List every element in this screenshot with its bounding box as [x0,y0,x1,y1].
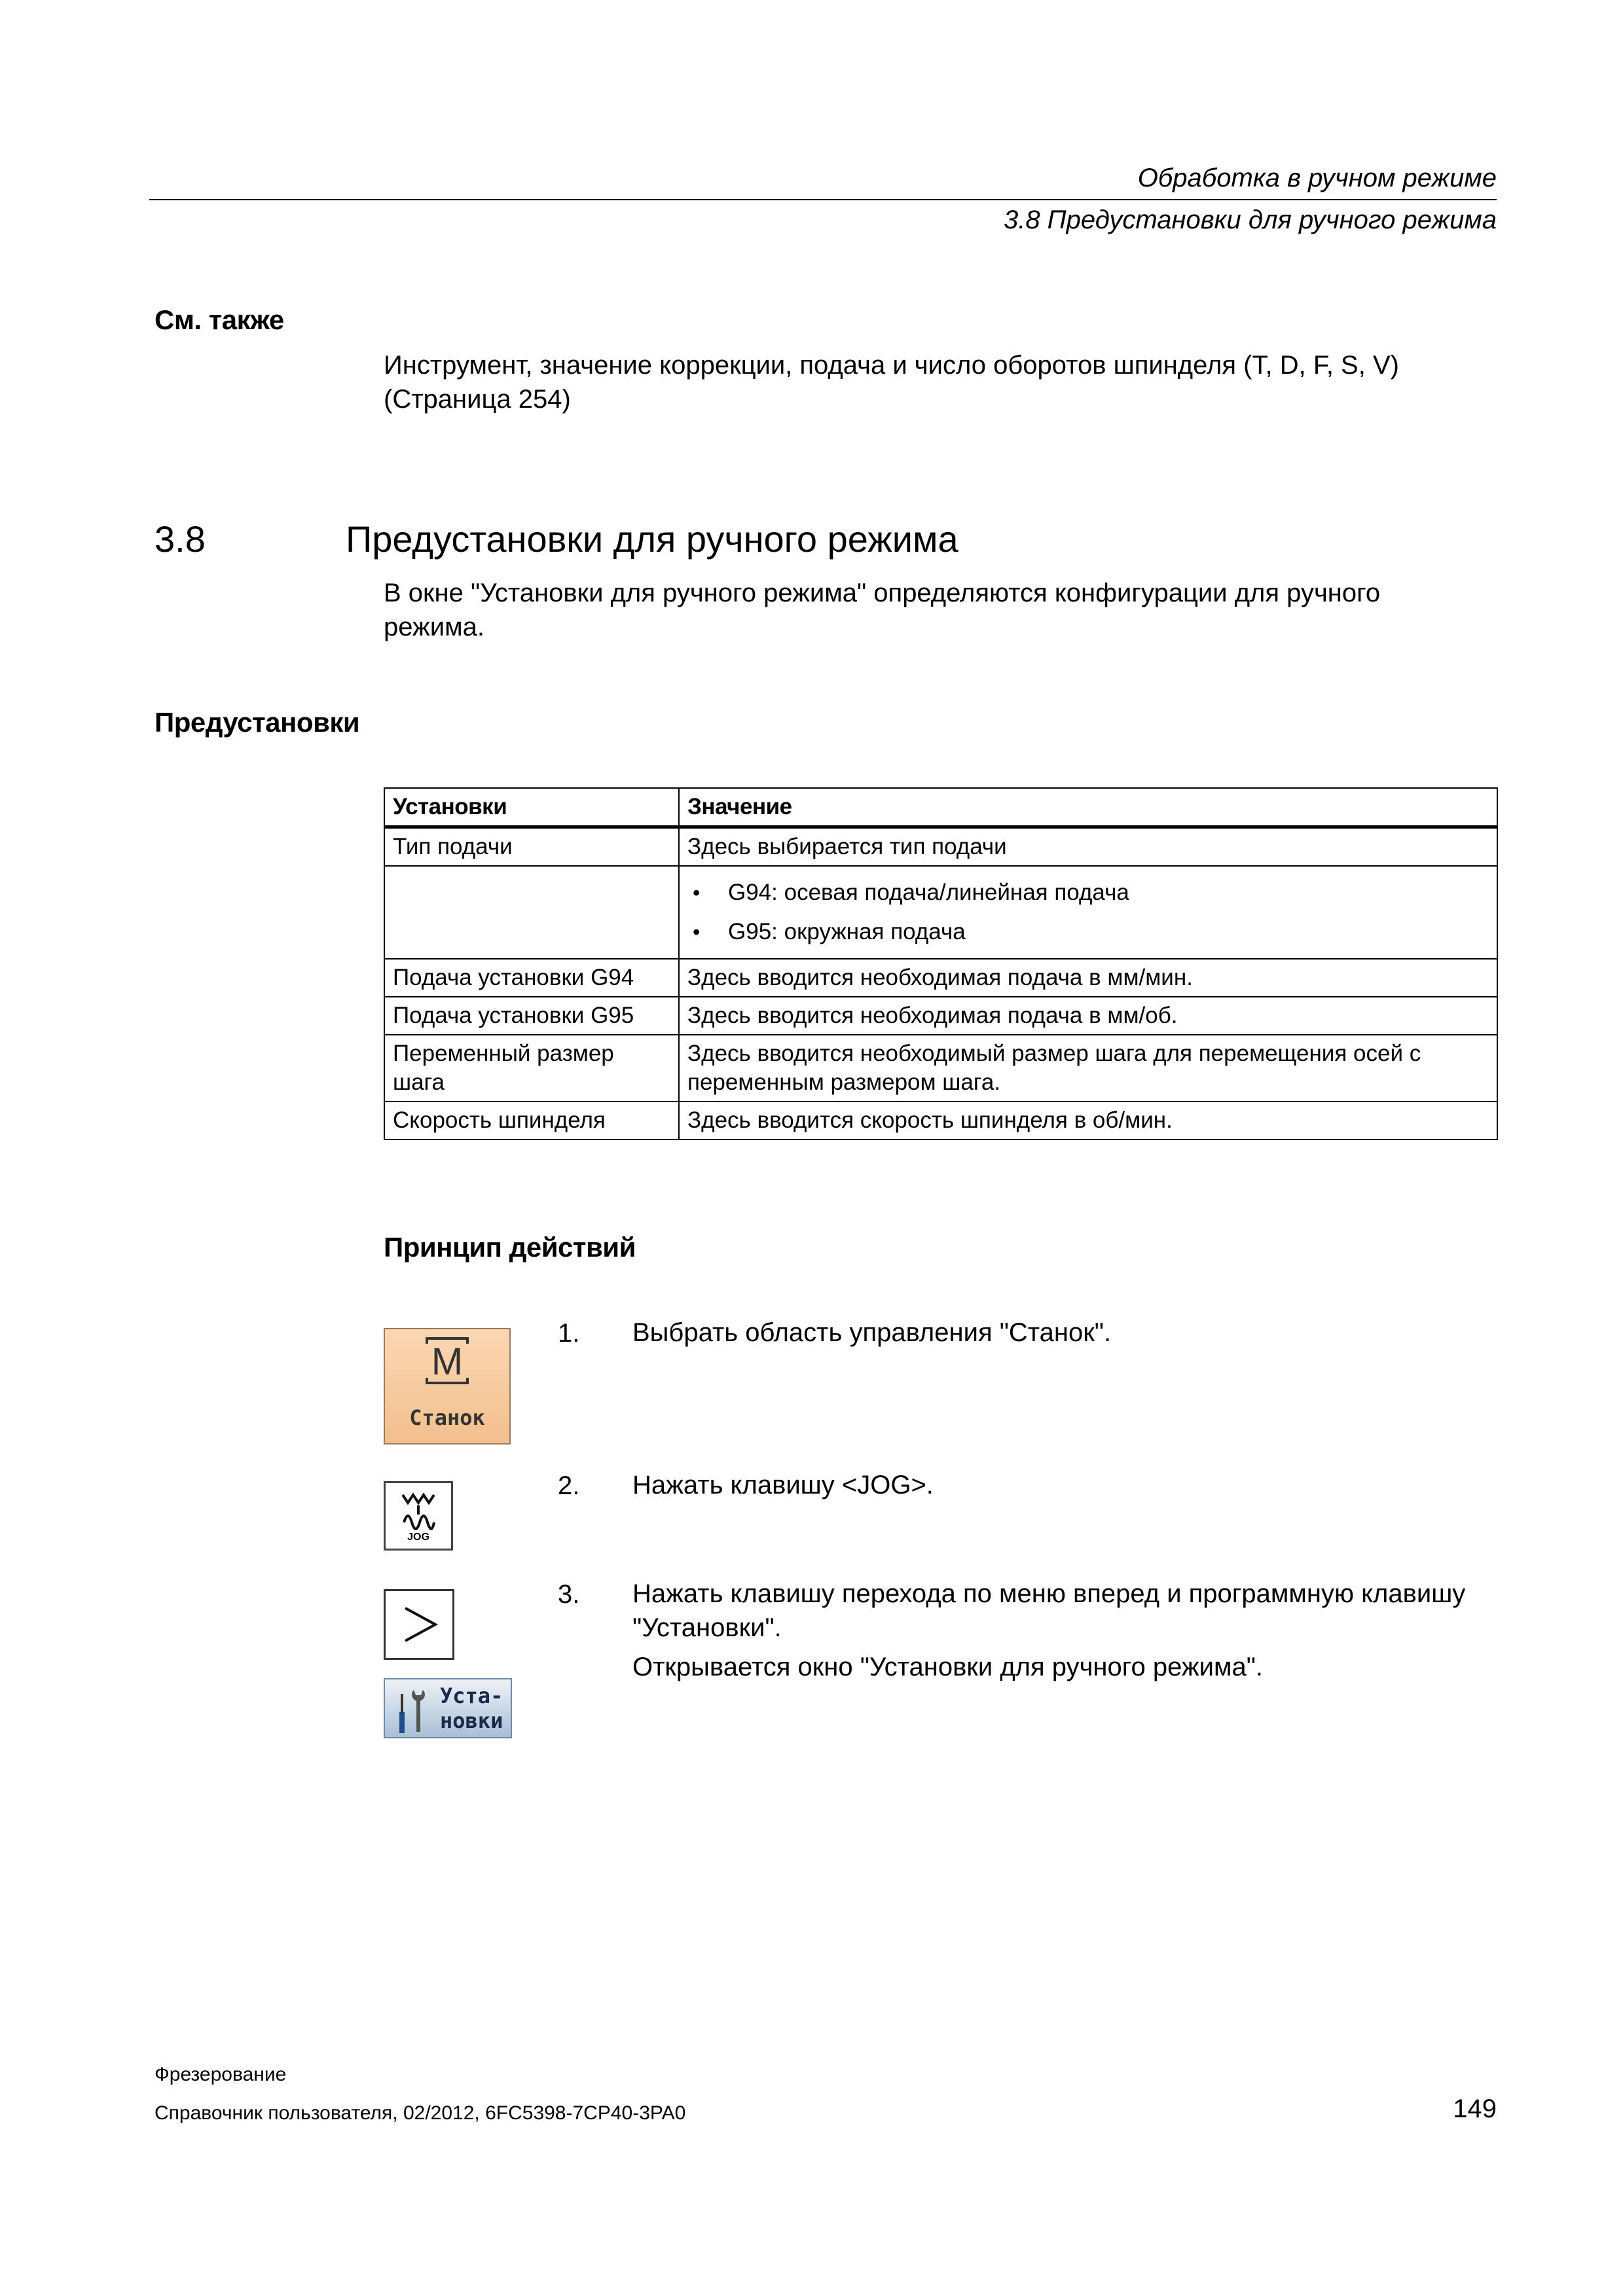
see-also-link[interactable] [384,348,1399,416]
table-row [384,827,1497,867]
table-header-setting: Установки [384,788,679,827]
step-text [632,1577,1465,1684]
table-row [384,866,1497,959]
jog-key-label: JOG [407,1532,429,1543]
machine-icon-letter: M [431,1340,464,1383]
see-also-link-line1: Инструмент, значение коррекции, подача и число оборотов шпинделя (T, D, F, S, V) [384,351,1399,380]
table-cell-setting: Скорость шпинделя [384,1102,679,1139]
chevron-right-icon [386,1591,452,1658]
machine-softkey-label: Станок [409,1405,485,1430]
table-cell-value: Здесь вводится необходимая подача в мм/об. [679,997,1497,1035]
wrench-screwdriver-icon [392,1681,431,1737]
table-cell-setting: Подача установки G95 [384,997,679,1035]
table-row [384,1102,1497,1139]
footer-product: Фрезерование [155,2064,287,2085]
section-intro-line2: режима. [384,613,485,641]
settings-softkey[interactable] [384,1678,512,1738]
menu-forward-key[interactable] [384,1589,454,1660]
table-header-value: Значение [679,788,1497,827]
see-also-link-line2: (Страница 254) [384,385,571,414]
presets-heading: Предустановки [155,707,360,738]
settings-label-line2: новки [440,1708,503,1733]
list-item: • G94: осевая подача/линейная подача [728,873,1489,912]
table-row [384,959,1497,997]
table-cell-setting: Подача установки G94 [384,959,679,997]
header-section: 3.8 Предустановки для ручного режима [1003,206,1497,234]
step-text: Нажать клавишу <JOG>. [632,1471,934,1499]
jog-key[interactable] [384,1481,453,1551]
settings-label-line1: Уста- [440,1683,503,1708]
list-item: • G95: окружная подача [728,912,1489,952]
step-text-line1: Нажать клавишу перехода по меню вперед и программную клавишу [632,1579,1466,1608]
cell-line: Здесь вводится необходимый размер шага для перемещения осей с [687,1041,1421,1066]
table-cell-setting [384,1035,679,1102]
footer-manual: Справочник пользователя, 02/2012, 6FC5398-7CP40-3PA0 [155,2102,686,2124]
settings-softkey-label [440,1683,503,1733]
section-intro-line1: В окне "Установки для ручного режима" определяются конфигурации для ручного [384,579,1381,607]
settings-table [384,787,1498,1140]
feed-type-list [687,873,1489,952]
step-number: 1. [558,1319,580,1348]
table-cell-setting [384,866,679,959]
cell-line: Переменный размер [393,1041,614,1066]
section-number: 3.8 [155,518,206,560]
step-text-line2: "Установки". [632,1613,782,1642]
step-number: 3. [558,1580,580,1609]
cell-line: переменным размером шага. [687,1069,1001,1095]
procedure-heading: Принцип действий [384,1232,636,1263]
table-row [384,997,1497,1035]
section-intro [384,576,1380,644]
step-text: Выбрать область управления "Станок". [632,1318,1112,1347]
table-cell-value: Здесь вводится скорость шпинделя в об/мин. [679,1102,1497,1139]
table-row [384,1035,1497,1102]
cell-line: шага [393,1069,445,1095]
step-result: Открывается окно "Установки для ручного режима". [632,1653,1264,1681]
table-cell-value: Здесь вводится необходимая подача в мм/мин. [679,959,1497,997]
table-cell-value: Здесь выбирается тип подачи [679,827,1497,867]
table-cell-value [679,1035,1497,1102]
section-title: Предустановки для ручного режима [346,518,958,560]
see-also-heading: См. также [155,304,284,335]
table-cell-setting: Тип подачи [384,827,679,867]
header-chapter: Обработка в ручном режиме [1137,164,1497,192]
header-rule [149,199,1497,200]
step-number: 2. [558,1471,580,1500]
table-header-row [384,788,1497,827]
page-number: 149 [1453,2094,1497,2123]
machine-softkey[interactable] [384,1328,511,1444]
table-cell-value [679,866,1497,959]
